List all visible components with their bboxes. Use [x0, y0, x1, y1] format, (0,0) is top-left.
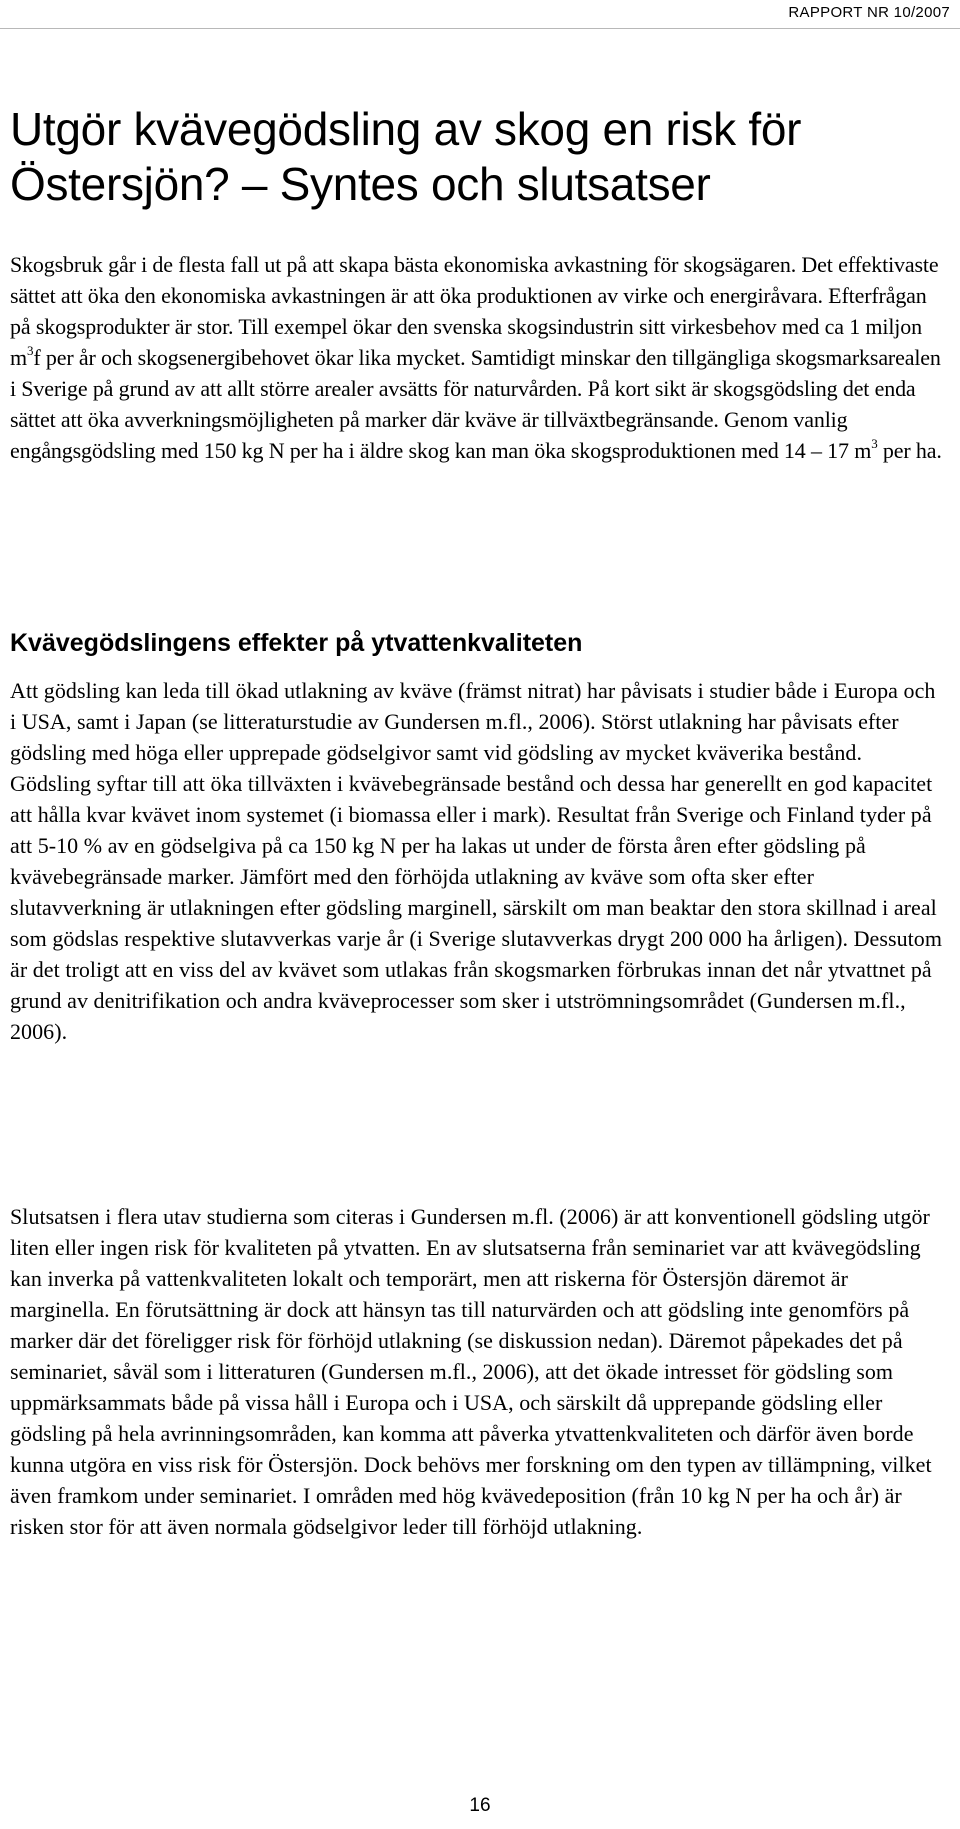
- section-paragraph-1: Att gödsling kan leda till ökad utlakning av kväve (främst nitrat) har påvisats i studier både i Europa och i USA, samt i Japan (se litteraturstudie av Gundersen m.fl., 2006). Störst utlakning har påvisats efter gödsling med höga eller upprepade gödselgivor samt vid gödsling av mycket kväverika bestånd. Gödsling syftar till att öka tillväxten i kvävebegränsade bestånd och dessa har generellt en god kapacitet att hålla kvar kvävet inom systemet (i biomassa eller i mark). Resultat från Sverige och Finland tyder på att 5-10 % av en gödselgiva på ca 150 kg N per ha lakas ut under de första åren efter gödsling på kvävebegränsade marker. Jämfört med den förhöjda utlakning av kväve som ofta sker efter slutavverkning är utlakningen efter gödsling marginell, särskilt om man beaktar den stora skillnad i areal som gödslas respektive slutavverkas varje år (i Sverige slutavverkas drygt 200 000 ha årligen). Dessutom är det troligt att en viss del av kvävet som utlakas från skogsmarken förbrukas innan det når ytvattnet på grund av denitrifikation och andra kväveprocesser som sker i utströmningsområdet (Gundersen m.fl., 2006).: [10, 678, 943, 1044]
- intro-superscript-2: 3: [871, 435, 878, 451]
- intro-superscript-1: 3: [26, 342, 34, 358]
- intro-text-part-1: Skogsbruk går i de flesta fall ut på att skapa bästa ekonomiska avkastning för skogsägaren. Det effektivaste sättet att öka den ekonomiska avkastningen är att öka produktionen av virke och energiråvara. Efterfrågan på skogsprodukter är stor. Till exempel ökar den svenska skogsindustrin sitt virkesbehov med ca 1 miljon m: [10, 252, 939, 370]
- intro-text-part-2: f per år och skogsenergibehovet ökar lika mycket. Samtidigt minskar den tillgängliga skogsmarksarealen i Sverige på grund av att allt större arealer avsätts för naturvården. På kort sikt är skogsgödsling det enda sättet att öka avverkningsmöjligheten på marker där kväve är tillväxtbegränsande. Genom vanlig engångsgödsling med 150 kg N per ha i äldre skog kan man öka skogsproduktionen med 14 – 17 m: [10, 345, 941, 463]
- intro-text-part-3: per ha.: [877, 438, 942, 463]
- section-heading: Kvävegödslingens effekter på ytvattenkvaliteten: [10, 629, 583, 657]
- header-divider: [0, 28, 960, 29]
- page-title: Utgör kvävegödsling av skog en risk för Östersjön? – Syntes och slutsatser: [10, 103, 802, 210]
- section-paragraph-2: Slutsatsen i flera utav studierna som citeras i Gundersen m.fl. (2006) är att konventionell gödsling utgör liten eller ingen risk för kvaliteten på ytvatten. En av slutsatserna från seminariet var att kvävegödsling kan inverka på vattenkvaliteten lokalt och temporärt, men att riskerna för Östersjön däremot är marginella. En förutsättning är dock att hänsyn tas till naturvärden och att gödsling inte genomförs på marker där det föreligger risk för förhöjd utlakning (se diskussion nedan). Däremot påpekades det på seminariet, såväl som i litteraturen (Gundersen m.fl., 2006), att det ökade intresset för gödsling som uppmärksammats både på vissa håll i Europa och i USA, och särskilt då upprepande gödsling eller gödsling på hela avrinningsområden, kan komma att påverka ytvattenkvaliteten och därför även borde kunna utgöra en viss risk för Östersjön. Dock behövs mer forskning om den typen av tillämpning, vilket även framkom under seminariet. I områden med hög kvävedeposition (från 10 kg N per ha och år) är risken stor för att även normala gödselgivor leder till förhöjd utlakning.: [10, 1204, 932, 1539]
- report-number: RAPPORT NR 10/2007: [788, 4, 950, 21]
- page-number: 16: [469, 1795, 491, 1816]
- intro-paragraph: [10, 249, 945, 466]
